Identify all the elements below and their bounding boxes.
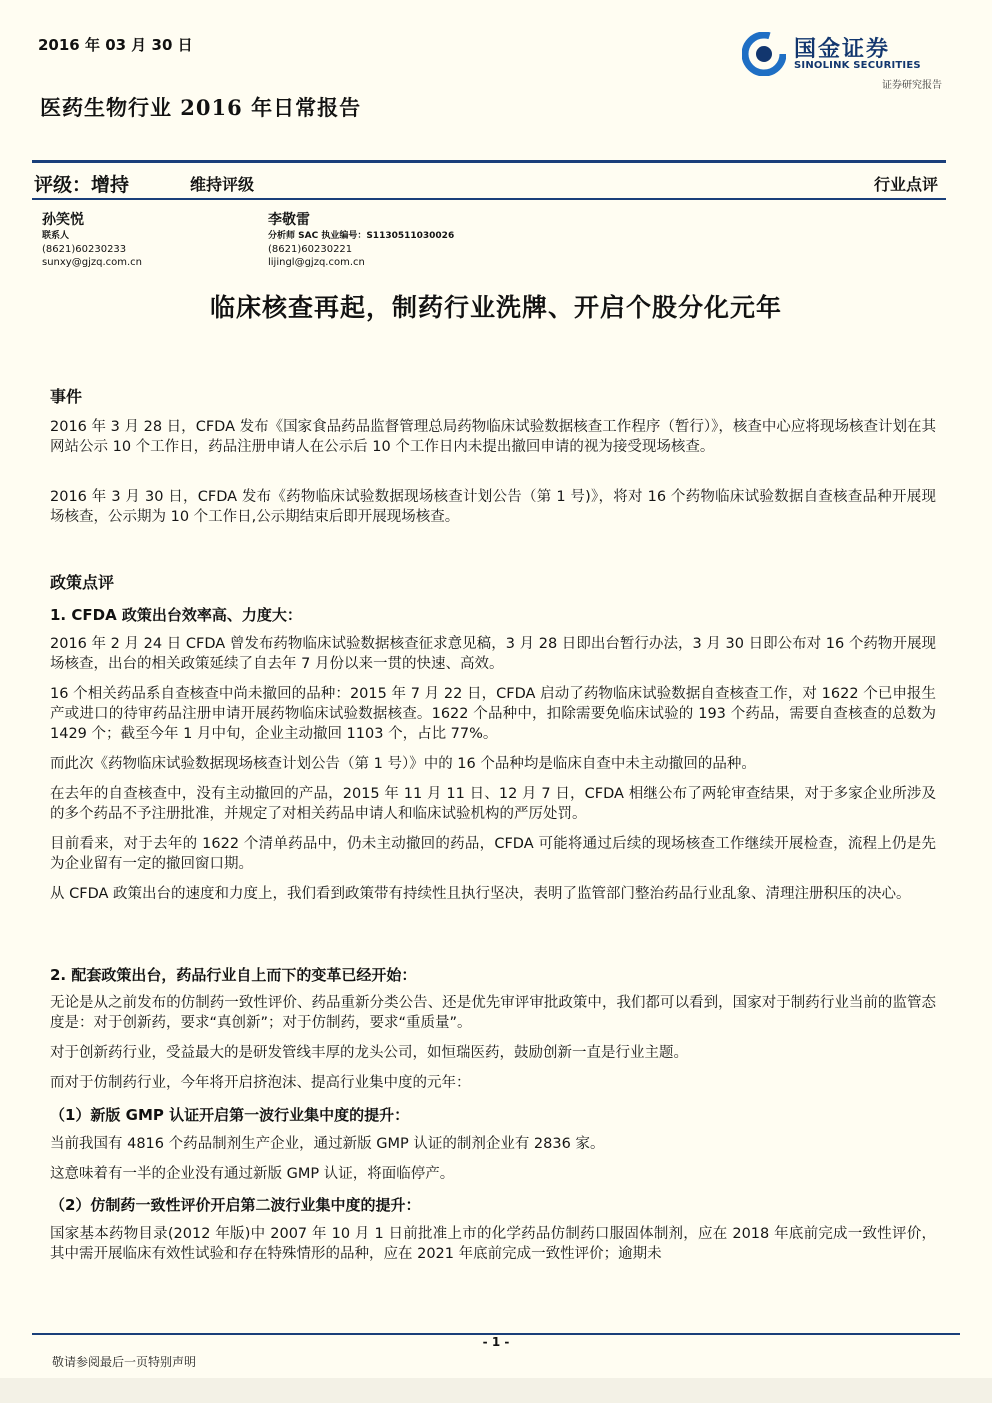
analyst-role: 联系人 — [42, 231, 70, 241]
paragraph: 对于创新药行业，受益最大的是研发管线丰厚的龙头公司，如恒瑞医药，鼓励创新一直是行业主题。 — [50, 1045, 688, 1061]
paragraph: 在去年的自查核查中，没有主动撤回的产品，2015 年 11 月 11 日、12 月 7 日，CFDA 相继公布了两轮审查结果，对于多家企业所涉及的多个药品不予注册批准，并规定了对相关药品申请人和临床试验机构的严厉处罚。 — [50, 786, 936, 822]
paragraph: 2016 年 3 月 28 日，CFDA 发布《国家食品药品监督管理总局药物临床试验数据核查工作程序（暂行）》，核查中心应将现场核查计划在其网站公示 10 个工作日，药品注册申请人在公示后 10 个工作日内未提出撤回申请的视为接受现场核查。 — [50, 419, 936, 455]
company-logo — [742, 30, 942, 90]
paragraph: 无论是从之前发布的仿制药一致性评价、药品重新分类公告、还是优先审评审批政策中，我们都可以看到，国家对于制药行业当前的监管态度是：对于创新药，要求“真创新”；对于仿制药，要求“重质量”。 — [50, 995, 936, 1031]
page-number: - 1 - — [482, 1335, 510, 1349]
paragraph: 而此次《药物临床试验数据现场核查计划公告（第 1 号）》中的 16 个品种均是临床自查中未主动撤回的品种。 — [50, 756, 756, 772]
logo-text-en: SINOLINK SECURITIES — [794, 60, 921, 71]
subsection-title: （2）仿制药一致性评价开启第二波行业集中度的提升： — [50, 1196, 421, 1214]
rating-note: 维持评级 — [190, 175, 255, 194]
section-title-policy: 政策点评 — [50, 573, 115, 592]
analyst-name: 孙笑悦 — [42, 212, 84, 228]
sinolink-logo-icon — [742, 32, 786, 76]
analyst-role: 分析师 SAC 执业编号：S1130511030026 — [268, 231, 455, 241]
page-bottom-band — [0, 1378, 992, 1403]
subsection-title: 1. CFDA 政策出台效率高、力度大： — [50, 606, 302, 624]
paragraph: 而对于仿制药行业，今年将开启挤泡沫、提高行业集中度的元年： — [50, 1075, 471, 1091]
section-title-event: 事件 — [50, 387, 83, 406]
paragraph: 这意味着有一半的企业没有通过新版 GMP 认证，将面临停产。 — [50, 1166, 455, 1182]
logo-text-cn: 国金证券 — [794, 37, 891, 62]
analyst-email[interactable]: lijingl@gjzq.com.cn — [268, 257, 365, 268]
header-divider — [32, 160, 946, 163]
subsection-title: （1）新版 GMP 认证开启第一波行业集中度的提升： — [50, 1106, 410, 1124]
paragraph: 2016 年 3 月 30 日，CFDA 发布《药物临床试验数据现场核查计划公告（第 1 号)》，将对 16 个药物临床试验数据自查核查品种开展现场核查，公示期为 10 个工作日,公示期结束后即开展现场核查。 — [50, 489, 936, 525]
paragraph: 当前我国有 4816 个药品制剂生产企业，通过新版 GMP 认证的制剂企业有 2836 家。 — [50, 1136, 605, 1152]
report-headline: 临床核查再起，制药行业洗牌、开启个股分化元年 — [209, 293, 782, 322]
paragraph: 从 CFDA 政策出台的速度和力度上，我们看到政策带有持续性且执行坚决，表明了监管部门整治药品行业乱象、清理注册积压的决心。 — [50, 886, 911, 902]
analyst-name: 李敬雷 — [268, 212, 310, 228]
rating-divider — [32, 198, 946, 200]
paragraph: 国家基本药物目录(2012 年版)中 2007 年 10 月 1 日前批准上市的化学药品仿制药口服固体制剂，应在 2018 年底前完成一致性评价，其中需开展临床有效性试验和存在特殊情形的品种，应在 2021 年底前完成一致性评价；逾期未 — [50, 1226, 936, 1262]
report-date: 2016 年 03 月 30 日 — [38, 36, 193, 54]
analyst-phone: (8621)60230233 — [42, 244, 127, 255]
subsection-title: 2. 配套政策出台，药品行业自上而下的变革已经开始： — [50, 966, 417, 984]
report-series-title: 医药生物行业 2016 年日常报告 — [40, 95, 362, 120]
analyst-phone: (8621)60230221 — [268, 244, 353, 255]
report-type: 行业点评 — [873, 175, 938, 194]
analyst-card — [268, 210, 454, 269]
analyst-email[interactable]: sunxy@gjzq.com.cn — [42, 257, 142, 268]
paragraph: 2016 年 2 月 24 日 CFDA 曾发布药物临床试验数据核查征求意见稿，3 月 28 日即出台暂行办法，3 月 30 日即公布对 16 个药物开展现场核查，出台的相关政策延续了自去年 7 月份以来一贯的快速、高效。 — [50, 636, 936, 672]
logo-subtitle: 证券研究报告 — [882, 80, 942, 91]
footer-disclaimer: 敬请参阅最后一页特别声明 — [52, 1355, 197, 1369]
rating-label: 评级：增持 — [34, 174, 130, 196]
paragraph: 目前看来，对于去年的 1622 个清单药品中，仍未主动撤回的药品，CFDA 可能将通过后续的现场核查工作继续开展检查，流程上仍是先为企业留有一定的撤回窗口期。 — [50, 836, 936, 872]
analyst-card — [42, 210, 142, 269]
paragraph: 16 个相关药品系自查核查中尚未撤回的品种：2015 年 7 月 22 日，CFDA 启动了药物临床试验数据自查核查工作，对 1622 个已申报生产或进口的待审药品注册申请开展药物临床试验数据核查。1622 个品种中，扣除需要免临床试验的 193 个药品，需要自查核查的总数为 1429 个；截至今年 1 月中旬，企业主动撤回 1103 个，占比 77%。 — [50, 686, 936, 742]
